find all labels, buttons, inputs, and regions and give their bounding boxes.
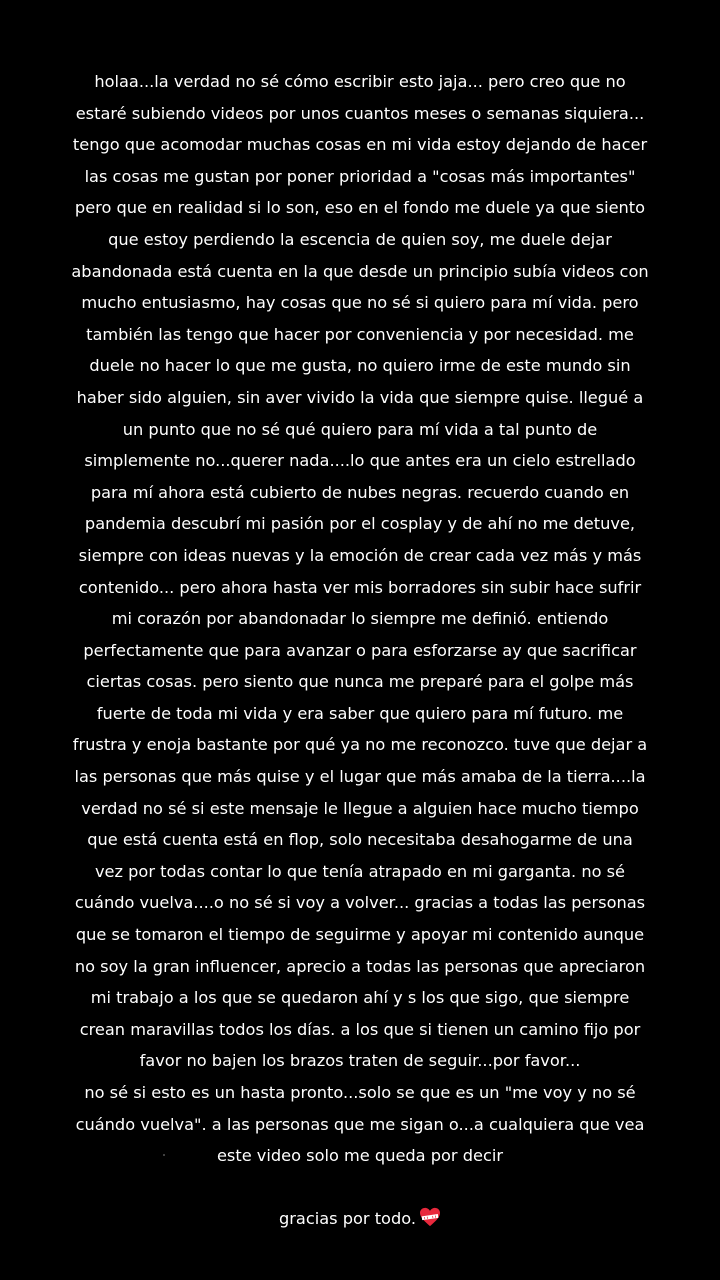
message-line: para mí ahora está cubierto de nubes negras. recuerdo cuando en — [90, 482, 630, 502]
message-line: también las tengo que hacer por conveniencia y por necesidad. me — [86, 324, 634, 344]
message-line: haber sido alguien, sin aver vivido la vida que siempre quise. llegué a — [76, 387, 644, 407]
message-line: las personas que más quise y el lugar que más amaba de la tierra....la — [74, 767, 646, 787]
closing-line — [40, 1203, 680, 1235]
message-line: vez por todas contar lo que tenía atrapado en mi garganta. no sé — [94, 861, 626, 881]
message-line: que se tomaron el tiempo de seguirme y apoyar mi contenido aunque — [75, 925, 645, 945]
message-line: no soy la gran influencer, aprecio a todas las personas que apreciaron — [74, 956, 646, 976]
message-text — [40, 66, 680, 1235]
dust-speck — [163, 1154, 165, 1156]
message-line: pandemia descubrí mi pasión por el cosplay y de ahí no me detuve, — [84, 514, 636, 534]
message-line: que está cuenta está en flop, solo necesitaba desahogarme de una — [87, 830, 633, 850]
message-line: contenido... pero ahora hasta ver mis borradores sin subir hace sufrir — [78, 577, 642, 597]
message-line: no sé si esto es un hasta pronto...solo se que es un "me voy y no sé — [84, 1083, 636, 1102]
message-line: estaré subiendo videos por unos cuantos meses o semanas siquiera... — [75, 103, 645, 123]
message-line: perfectamente que para avanzar o para esforzarse ay que sacrificar — [83, 640, 637, 660]
message-line: cuándo vuelva". a las personas que me sigan o...a cualquiera que vea — [75, 1114, 645, 1134]
message-line: un punto que no sé qué quiero para mí vida a tal punto de — [122, 419, 598, 439]
message-line: verdad no sé si este mensaje le llegue a alguien hace mucho tiempo — [81, 798, 639, 818]
message-line: holaa...la verdad no sé cómo escribir esto jaja... pero creo que no — [94, 72, 626, 91]
message-line: fuerte de toda mi vida y era saber que quiero para mí futuro. me — [96, 703, 624, 723]
message-line: crean maravillas todos los días. a los que si tienen un camino fijo por — [79, 1019, 641, 1039]
message-line: pero que en realidad si lo son, eso en el fondo me duele ya que siento — [74, 198, 646, 218]
message-line: duele no hacer lo que me gusta, no quiero irme de este mundo sin — [89, 356, 631, 376]
message-line: cuándo vuelva....o no sé si voy a volver... gracias a todas las personas — [74, 893, 646, 913]
message-line: frustra y enoja bastante por qué ya no me reconozco. tuve que dejar a — [72, 735, 648, 755]
message-line: ciertas cosas. pero siento que nunca me preparé para el golpe más — [86, 672, 634, 692]
message-line: mi trabajo a los que se quedaron ahí y s los que sigo, que siempre — [90, 988, 630, 1008]
message-line: tengo que acomodar muchas cosas en mi vida estoy dejando de hacer — [72, 135, 648, 155]
message-line: mucho entusiasmo, hay cosas que no sé si quiero para mí vida. pero — [81, 293, 639, 313]
closing-gap — [40, 1172, 680, 1204]
message-line: siempre con ideas nuevas y la emoción de crear cada vez más y más — [78, 545, 642, 565]
message-line: abandonada está cuenta en la que desde un principio subía videos con — [71, 261, 649, 281]
message-line: favor no bajen los brazos traten de seguir...por favor... — [139, 1051, 581, 1071]
message-line: que estoy perdiendo la escencia de quien soy, me duele dejar — [108, 229, 612, 249]
closing-text: gracias por todo. — [278, 1209, 417, 1229]
message-line: las cosas me gustan por poner prioridad a "cosas más importantes" — [84, 166, 636, 186]
message-line: simplemente no...querer nada....lo que antes era un cielo estrellado — [84, 451, 636, 471]
message-line: mi corazón por abandonadar lo siempre me definió. entiendo — [111, 609, 609, 629]
mending-heart-icon — [419, 1207, 441, 1227]
message-line: este video solo me queda por decir — [216, 1146, 504, 1166]
